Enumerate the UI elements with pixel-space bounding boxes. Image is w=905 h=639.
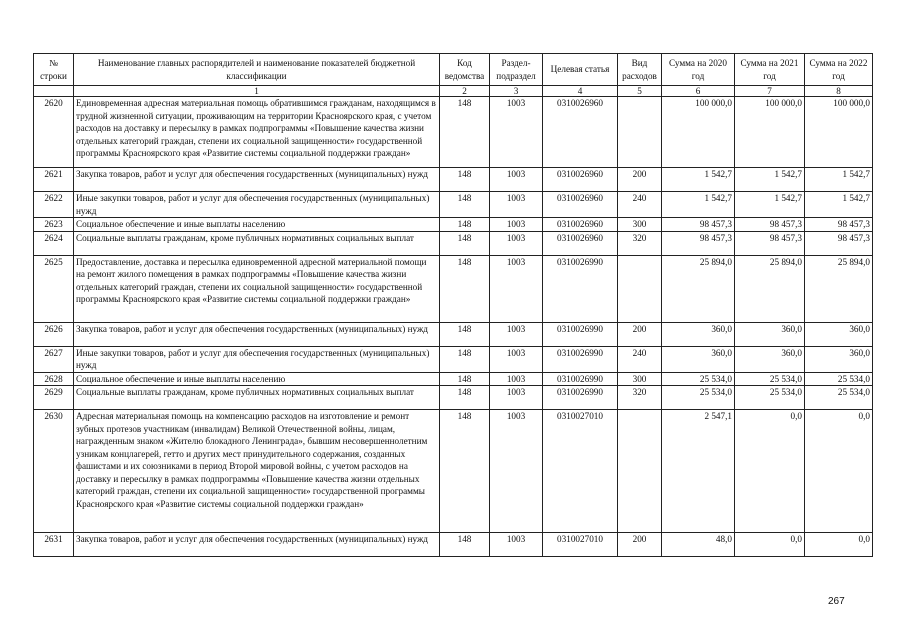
header-cell: Вид расходов	[618, 54, 662, 86]
expense-kind: 200	[618, 168, 662, 192]
column-number: 8	[805, 86, 873, 97]
section-code: 1003	[490, 410, 543, 533]
header-cell: Наименование главных распорядителей и наименование показателей бюджетной классификации	[74, 54, 440, 86]
header-row	[34, 54, 873, 86]
sum-2021: 360,0	[735, 322, 805, 346]
expense-kind: 300	[618, 372, 662, 386]
row-name: Закупка товаров, работ и услуг для обеспечения государственных (муниципальных) нужд	[74, 322, 440, 346]
sum-2020: 98 457,3	[662, 231, 735, 255]
dept-code: 148	[440, 410, 490, 533]
expense-kind: 320	[618, 386, 662, 410]
table-row	[34, 97, 873, 168]
target-code: 0310026990	[543, 322, 618, 346]
expense-kind	[618, 255, 662, 322]
expense-kind: 320	[618, 231, 662, 255]
dept-code: 148	[440, 322, 490, 346]
table-row	[34, 386, 873, 410]
target-code: 0310026990	[543, 372, 618, 386]
row-number: 2628	[34, 372, 74, 386]
row-name: Закупка товаров, работ и услуг для обеспечения государственных (муниципальных) нужд	[74, 533, 440, 557]
section-code: 1003	[490, 218, 543, 232]
row-name: Социальное обеспечение и иные выплаты населению	[74, 372, 440, 386]
sum-2022: 0,0	[805, 410, 873, 533]
row-name: Социальные выплаты гражданам, кроме публичных нормативных социальных выплат	[74, 386, 440, 410]
section-code: 1003	[490, 97, 543, 168]
table-row	[34, 218, 873, 232]
expense-kind: 240	[618, 192, 662, 218]
sum-2022: 1 542,7	[805, 192, 873, 218]
row-name: Единовременная адресная материальная помощь обратившимся гражданам, находящимся в трудной жизненной ситуации, проживающим на территории Красноярского края, с учетом расходов на доставку и пересылку в рамках подпрограммы «Повышение качества жизни отдельных категорий граждан, степени их социальной защищенности» государственной программы Красноярского края «Развитие системы социальной поддержки граждан»	[74, 97, 440, 168]
target-code: 0310026960	[543, 168, 618, 192]
row-number: 2620	[34, 97, 74, 168]
section-code: 1003	[490, 231, 543, 255]
row-name: Адресная материальная помощь на компенсацию расходов на изготовление и ремонт зубных протезов участникам (инвалидам) Великой Отечественной войны, лицам, награжденным знаком «Жителю блокадного Ленинграда», бывшим несовершеннолетним узникам концлагерей, гетто и других мест принудительного содержания, созданных фашистами и их союзниками в период Второй мировой войны, с учетом расходов на доставку и пересылку в рамках подпрограммы «Повышение качества жизни отдельных категорий граждан, степени их социальной защищенности» государственной программы Красноярского края «Развитие системы социальной поддержки граждан»	[74, 410, 440, 533]
target-code: 0310026960	[543, 97, 618, 168]
row-number: 2625	[34, 255, 74, 322]
sum-2022: 25 894,0	[805, 255, 873, 322]
row-number: 2623	[34, 218, 74, 232]
expense-kind	[618, 410, 662, 533]
section-code: 1003	[490, 192, 543, 218]
row-number: 2627	[34, 346, 74, 372]
row-number: 2629	[34, 386, 74, 410]
sum-2022: 1 542,7	[805, 168, 873, 192]
row-number: 2630	[34, 410, 74, 533]
sum-2020: 1 542,7	[662, 168, 735, 192]
row-name: Предоставление, доставка и пересылка единовременной адресной материальной помощи на ремонт жилого помещения в рамках подпрограммы «Повышение качества жизни отдельных категорий граждан, степени их социальной защищенности» государственной программы Красноярского края «Развитие системы социальной поддержки граждан»	[74, 255, 440, 322]
sum-2020: 1 542,7	[662, 192, 735, 218]
dept-code: 148	[440, 218, 490, 232]
dept-code: 148	[440, 346, 490, 372]
sum-2021: 0,0	[735, 533, 805, 557]
row-name: Иные закупки товаров, работ и услуг для обеспечения государственных (муниципальных) нужд	[74, 192, 440, 218]
sum-2021: 1 542,7	[735, 168, 805, 192]
table-row	[34, 231, 873, 255]
section-code: 1003	[490, 322, 543, 346]
sum-2020: 2 547,1	[662, 410, 735, 533]
dept-code: 148	[440, 231, 490, 255]
section-code: 1003	[490, 168, 543, 192]
target-code: 0310026960	[543, 218, 618, 232]
table-row	[34, 346, 873, 372]
sum-2020: 25 534,0	[662, 372, 735, 386]
sum-2020: 98 457,3	[662, 218, 735, 232]
row-name: Закупка товаров, работ и услуг для обеспечения государственных (муниципальных) нужд	[74, 168, 440, 192]
sum-2021: 25 894,0	[735, 255, 805, 322]
target-code: 0310026960	[543, 231, 618, 255]
sum-2022: 360,0	[805, 346, 873, 372]
section-code: 1003	[490, 372, 543, 386]
header-cell: Раздел-подраздел	[490, 54, 543, 86]
section-code: 1003	[490, 386, 543, 410]
column-number: 5	[618, 86, 662, 97]
sum-2022: 25 534,0	[805, 386, 873, 410]
page-number: 267	[828, 596, 845, 607]
column-number: 7	[735, 86, 805, 97]
sum-2021: 0,0	[735, 410, 805, 533]
sum-2022: 98 457,3	[805, 218, 873, 232]
table-body	[34, 97, 873, 557]
dept-code: 148	[440, 168, 490, 192]
dept-code: 148	[440, 255, 490, 322]
target-code: 0310027010	[543, 410, 618, 533]
table-row	[34, 192, 873, 218]
table-row	[34, 410, 873, 533]
target-code: 0310026990	[543, 255, 618, 322]
row-name: Иные закупки товаров, работ и услуг для обеспечения государственных (муниципальных) нужд	[74, 346, 440, 372]
expense-kind: 300	[618, 218, 662, 232]
header-cell: Сумма на 2021 год	[735, 54, 805, 86]
table-row	[34, 255, 873, 322]
target-code: 0310026990	[543, 346, 618, 372]
table-row	[34, 533, 873, 557]
sum-2020: 25 534,0	[662, 386, 735, 410]
table-row	[34, 168, 873, 192]
row-name: Социальные выплаты гражданам, кроме публичных нормативных социальных выплат	[74, 231, 440, 255]
sum-2021: 98 457,3	[735, 231, 805, 255]
column-number: 2	[440, 86, 490, 97]
sum-2021: 98 457,3	[735, 218, 805, 232]
section-code: 1003	[490, 346, 543, 372]
sum-2022: 98 457,3	[805, 231, 873, 255]
header-cell: Сумма на 2022 год	[805, 54, 873, 86]
dept-code: 148	[440, 533, 490, 557]
sum-2020: 360,0	[662, 322, 735, 346]
target-code: 0310026960	[543, 192, 618, 218]
row-number: 2624	[34, 231, 74, 255]
sum-2021: 360,0	[735, 346, 805, 372]
sum-2020: 100 000,0	[662, 97, 735, 168]
expense-kind: 240	[618, 346, 662, 372]
sum-2020: 360,0	[662, 346, 735, 372]
sum-2022: 100 000,0	[805, 97, 873, 168]
sum-2021: 1 542,7	[735, 192, 805, 218]
expense-kind: 200	[618, 322, 662, 346]
expense-kind: 200	[618, 533, 662, 557]
section-code: 1003	[490, 533, 543, 557]
column-number: 4	[543, 86, 618, 97]
dept-code: 148	[440, 192, 490, 218]
sum-2021: 100 000,0	[735, 97, 805, 168]
table-row	[34, 322, 873, 346]
row-number: 2621	[34, 168, 74, 192]
column-number-row	[34, 86, 873, 97]
sum-2021: 25 534,0	[735, 372, 805, 386]
header-cell: Код ведомства	[440, 54, 490, 86]
column-number: 3	[490, 86, 543, 97]
dept-code: 148	[440, 372, 490, 386]
header-cell: Целевая статья	[543, 54, 618, 86]
sum-2021: 25 534,0	[735, 386, 805, 410]
sum-2022: 360,0	[805, 322, 873, 346]
table-row	[34, 372, 873, 386]
dept-code: 148	[440, 97, 490, 168]
target-code: 0310027010	[543, 533, 618, 557]
sum-2020: 25 894,0	[662, 255, 735, 322]
header-cell: Сумма на 2020 год	[662, 54, 735, 86]
sum-2022: 25 534,0	[805, 372, 873, 386]
row-number: 2631	[34, 533, 74, 557]
target-code: 0310026990	[543, 386, 618, 410]
expense-kind	[618, 97, 662, 168]
budget-table	[33, 53, 873, 557]
sum-2020: 48,0	[662, 533, 735, 557]
column-number: 6	[662, 86, 735, 97]
header-cell: № строки	[34, 54, 74, 86]
column-number: 1	[74, 86, 440, 97]
row-number: 2626	[34, 322, 74, 346]
row-number: 2622	[34, 192, 74, 218]
row-name: Социальное обеспечение и иные выплаты населению	[74, 218, 440, 232]
section-code: 1003	[490, 255, 543, 322]
column-number	[34, 86, 74, 97]
dept-code: 148	[440, 386, 490, 410]
sum-2022: 0,0	[805, 533, 873, 557]
